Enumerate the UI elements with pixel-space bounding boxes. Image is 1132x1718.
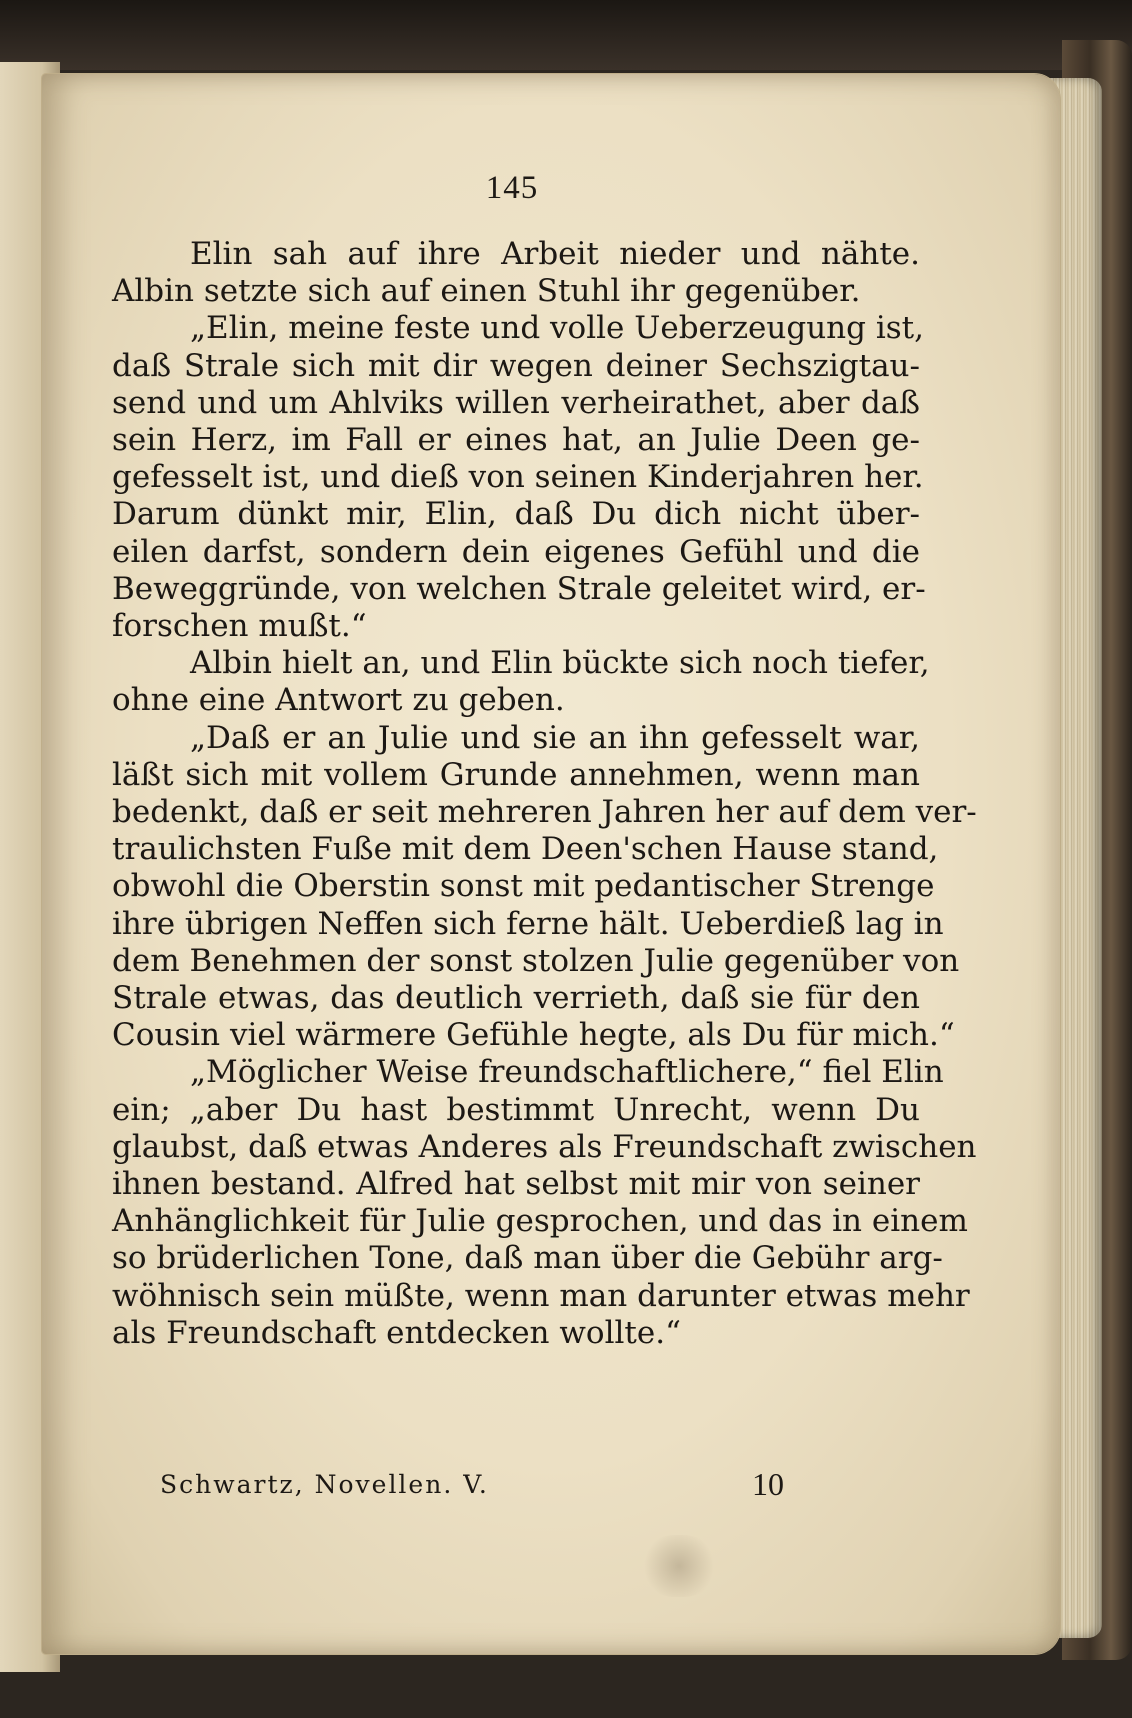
text-line: daß Strale sich mit dir wegen deiner Sechszigtau-	[112, 348, 920, 384]
text-line: Strale etwas, das deutlich verrieth, daß sie für den	[112, 980, 920, 1016]
text-line: Albin setzte sich auf einen Stuhl ihr gegenüber.	[112, 273, 861, 309]
text-line: als Freundschaft entdecken wollte.“	[112, 1315, 681, 1351]
text-line: traulichsten Fuße mit dem Deen'schen Hause stand,	[112, 831, 939, 867]
text-line: so brüderlichen Tone, daß man über die Gebühr arg-	[112, 1240, 943, 1276]
text-line: Elin sah auf ihre Arbeit nieder und nähte.	[190, 236, 920, 272]
footer-sheet-number: 10	[752, 1466, 784, 1502]
text-line: Albin hielt an, und Elin bückte sich noch tiefer,	[190, 645, 930, 681]
text-line: sein Herz, im Fall er eines hat, an Julie Deen ge-	[112, 422, 920, 458]
text-line: „Möglicher Weise freundschaftlichere,“ fiel Elin	[190, 1054, 944, 1090]
paper-stain	[640, 1535, 718, 1597]
text-line: wöhnisch sein müßte, wenn man darunter etwas mehr	[112, 1278, 970, 1314]
text-line: obwohl die Oberstin sonst mit pedantischer Strenge	[112, 868, 935, 904]
text-line: eilen darfst, sondern dein eigenes Gefühl und die	[112, 534, 920, 570]
text-line: ihnen bestand. Alfred hat selbst mit mir von seiner	[112, 1166, 920, 1202]
page-number: 145	[485, 170, 539, 206]
footer-signature: Schwartz, Novellen. V.	[160, 1470, 489, 1499]
text-line: ein; „aber Du hast bestimmt Unrecht, wenn Du	[112, 1092, 920, 1128]
text-line: Beweggründe, von welchen Strale geleitet wird, er-	[112, 571, 926, 607]
text-line: dem Benehmen der sonst stolzen Julie gegenüber von	[112, 943, 960, 979]
text-line: bedenkt, daß er seit mehreren Jahren her auf dem ver-	[112, 794, 977, 830]
text-line: läßt sich mit vollem Grunde annehmen, wenn man	[112, 757, 920, 793]
dark-background-top	[0, 0, 1132, 70]
text-line: „Elin, meine feste und volle Ueberzeugung ist,	[190, 310, 924, 346]
text-line: Anhänglichkeit für Julie gesprochen, und das in einem	[112, 1203, 968, 1239]
text-line: „Daß er an Julie und sie an ihn gefesselt war,	[190, 720, 920, 756]
text-line: send und um Ahlviks willen verheirathet, aber daß	[112, 385, 920, 421]
text-line: glaubst, daß etwas Anderes als Freundschaft zwischen	[112, 1129, 977, 1165]
text-line: Darum dünkt mir, Elin, daß Du dich nicht über-	[112, 496, 920, 532]
text-line: ihre übrigen Neffen sich ferne hält. Ueberdieß lag in	[112, 906, 944, 942]
text-line: gefesselt ist, und dieß von seinen Kinderjahren her.	[112, 459, 924, 495]
text-line: Cousin viel wärmere Gefühle hegte, als Du für mich.“	[112, 1017, 955, 1053]
text-line: forschen mußt.“	[112, 608, 367, 644]
text-line: ohne eine Antwort zu geben.	[112, 682, 565, 718]
